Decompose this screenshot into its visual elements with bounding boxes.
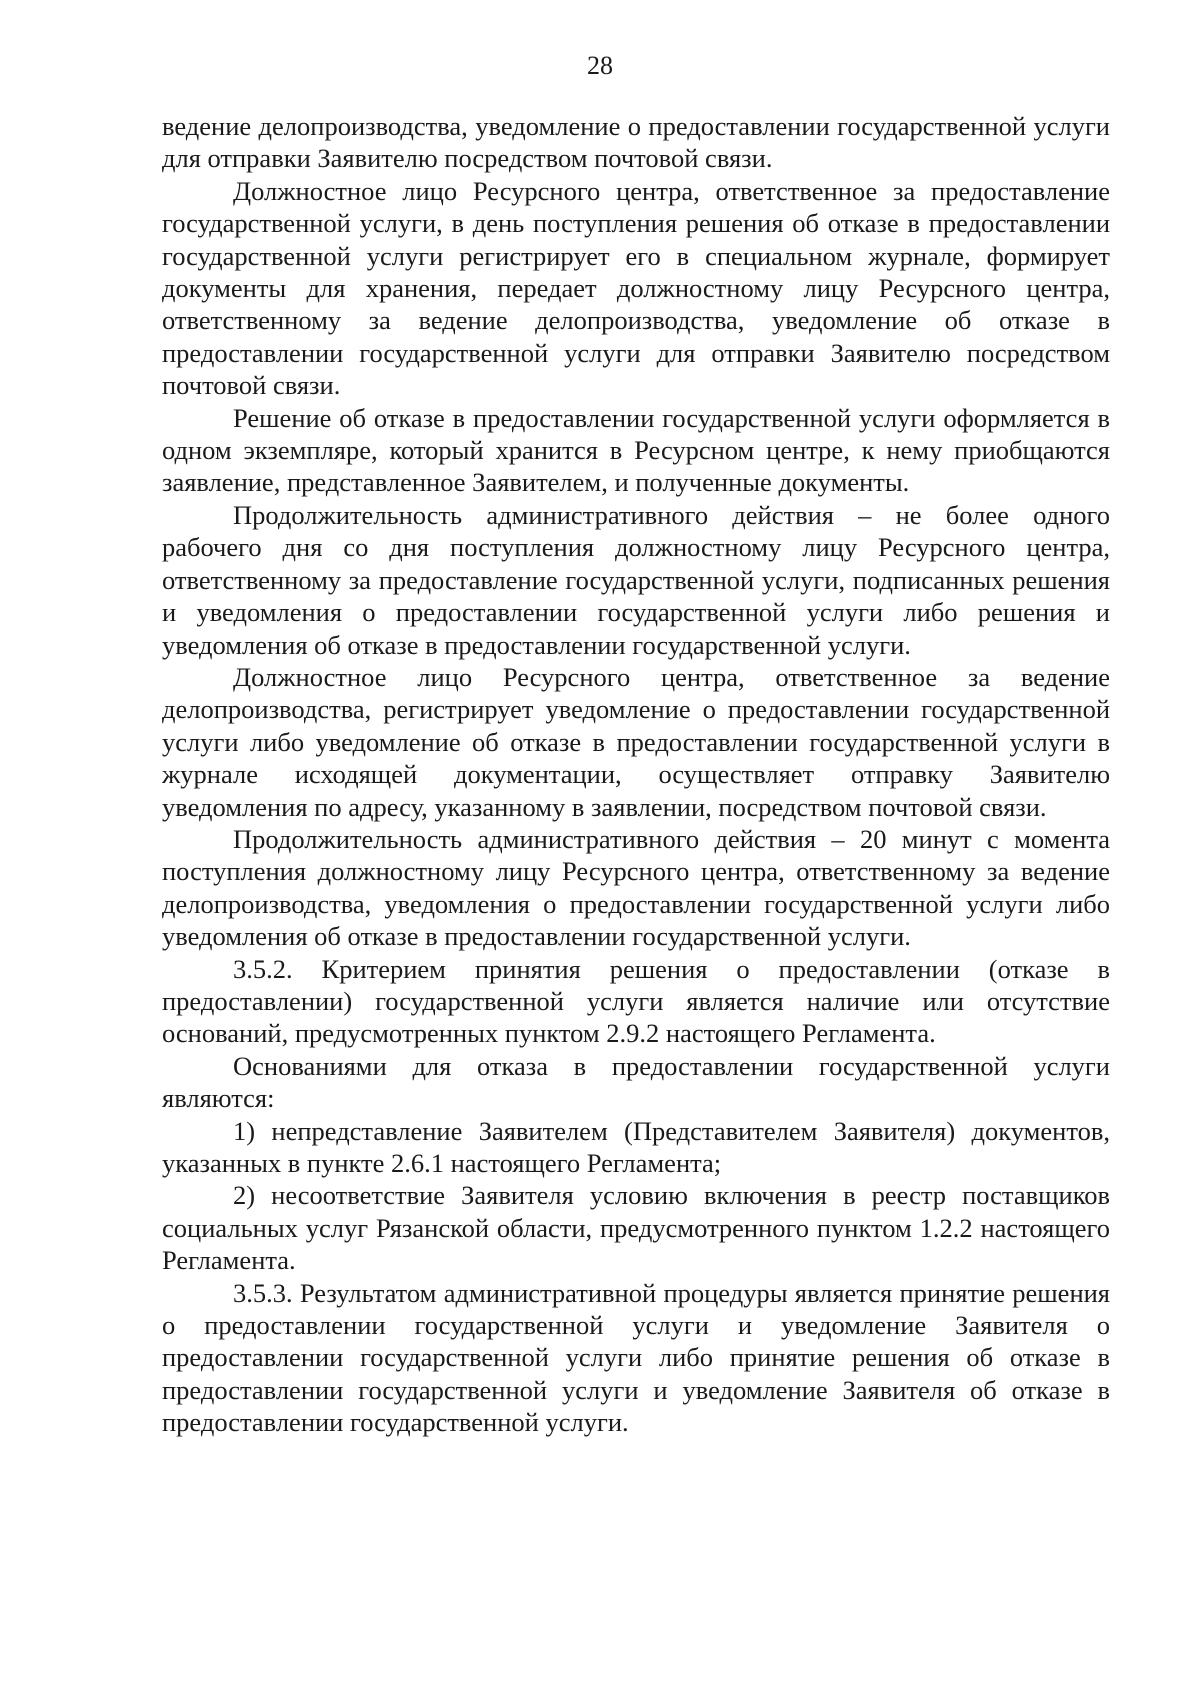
paragraph-3: Решение об отказе в предоставлении государственной услуги оформляется в одном экземпляре, который хранится в Ресурсном центре, к нему приобщаются заявление, представленное Заявителем, и полученные документы. <box>162 402 1110 498</box>
document-body <box>162 110 1110 1439</box>
paragraph-4: Продолжительность административного действия – не более одного рабочего дня со дня поступления должностному лицу Ресурсного центра, ответственному за предоставление государственной услуги, подписанных решения и уведомления о предоставлении государственной услуги либо решения и уведомления об отказе в предоставлении государственной услуги. <box>162 499 1110 660</box>
paragraph-8: Основаниями для отказа в предоставлении государственной услуги являются: <box>162 1050 1110 1114</box>
paragraph-5: Должностное лицо Ресурсного центра, ответственное за ведение делопроизводства, регистрирует уведомление о предоставлении государственной услуги либо уведомление об отказе в предоставлении государственной услуги в журнале исходящей документации, осуществляет отправку Заявителю уведомления по адресу, указанному в заявлении, посредством почтовой связи. <box>162 661 1110 822</box>
paragraph-9: 1) непредставление Заявителем (Представителем Заявителя) документов, указанных в пункте 2.6.1 настоящего Регламента; <box>162 1115 1110 1178</box>
paragraph-2: Должностное лицо Ресурсного центра, ответственное за предоставление государственной услуги, в день поступления решения об отказе в предоставлении государственной услуги регистрирует его в специальном журнале, формирует документы для хранения, передает должностному лицу Ресурсного центра, ответственному за ведение делопроизводства, уведомление об отказе в предоставлении государственной услуги для отправки Заявителю посредством почтовой связи. <box>162 175 1110 401</box>
paragraph-7: 3.5.2. Критерием принятия решения о предоставлении (отказе в предоставлении) государственной услуги является наличие или отсутствие оснований, предусмотренных пунктом 2.9.2 настоящего Регламента. <box>162 953 1110 1049</box>
paragraph-11: 3.5.3. Результатом административной процедуры является принятие решения о предоставлении государственной услуги и уведомление Заявителя о предоставлении государственной услуги либо принятие решения об отказе в предоставлении государственной услуги и уведомление Заявителя об отказе в предоставлении государственной услуги. <box>162 1277 1110 1438</box>
paragraph-1: ведение делопроизводства, уведомление о предоставлении государственной услуги для отправки Заявителю посредством почтовой связи. <box>162 111 1110 174</box>
paragraph-6: Продолжительность административного действия – 20 минут с момента поступления должностному лицу Ресурсного центра, ответственному за ведение делопроизводства, уведомления о предоставлении государственной услуги либо уведомления об отказе в предоставлении государственной услуги. <box>162 823 1110 952</box>
paragraph-10: 2) несоответствие Заявителя условию включения в реестр поставщиков социальных услуг Рязанской области, предусмотренного пунктом 1.2.2 настоящего Регламента. <box>162 1180 1110 1276</box>
page-number: 28 <box>587 51 613 80</box>
